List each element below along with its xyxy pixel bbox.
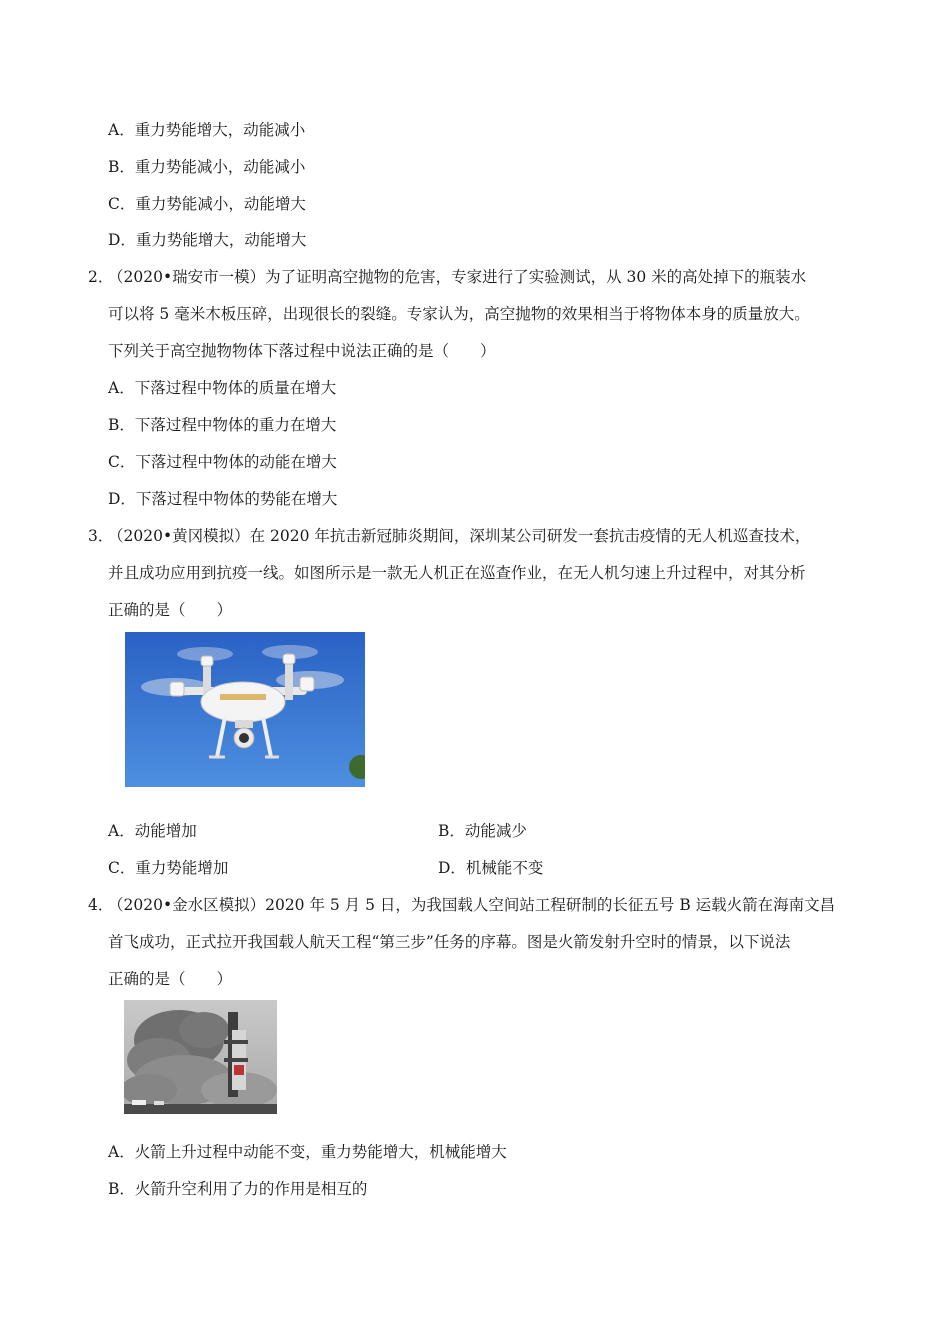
q2-option-b: B．下落过程中物体的重力在增大 [108, 416, 337, 434]
q2-option-d: D．下落过程中物体的势能在增大 [108, 490, 338, 508]
q3-option-a: A．动能增加 [108, 822, 197, 840]
rocket-launch-photo [124, 1000, 277, 1114]
q3-stem-line-3: 正确的是（ ） [108, 601, 233, 619]
q4-option-a: A．火箭上升过程中动能不变，重力势能增大，机械能增大 [108, 1143, 507, 1161]
q1-option-c: C．重力势能减小，动能增大 [108, 195, 306, 213]
q3-option-c: C．重力势能增加 [108, 859, 229, 877]
q2-option-a: A．下落过程中物体的质量在增大 [108, 379, 337, 397]
q4-option-b: B．火箭升空利用了力的作用是相互的 [108, 1180, 368, 1198]
q3-number: 3． [88, 527, 114, 545]
q1-option-b: B．重力势能减小，动能减小 [108, 158, 306, 176]
q3-stem-line-1: （2020•黄冈模拟）在 2020 年抗击新冠肺炎期间，深圳某公司研发一套抗击疫情的无人机巡查技术， [108, 527, 811, 545]
q1-option-a: A．重力势能增大，动能减小 [108, 121, 306, 139]
drone-photo [125, 632, 365, 787]
q2-option-c: C．下落过程中物体的动能在增大 [108, 453, 337, 471]
q3-stem-line-2: 并且成功应用到抗疫一线。如图所示是一款无人机正在巡查作业，在无人机匀速上升过程中，对其分析 [108, 564, 806, 582]
q4-stem-line-2: 首飞成功，正式拉开我国载人航天工程“第三步”任务的序幕。图是火箭发射升空时的情景，以下说法 [108, 933, 791, 951]
q1-option-d: D．重力势能增大，动能增大 [108, 231, 307, 249]
q4-stem-line-1: （2020•金水区模拟）2020 年 5 月 5 日，为我国载人空间站工程研制的长征五号 B 运载火箭在海南文昌 [108, 896, 836, 914]
q3-option-b: B．动能减少 [438, 822, 527, 840]
q3-option-d: D．机械能不变 [438, 859, 544, 877]
q4-stem-line-3: 正确的是（ ） [108, 970, 233, 988]
q2-stem-line-3: 下列关于高空抛物物体下落过程中说法正确的是（ ） [108, 342, 496, 360]
q2-stem-line-1: （2020•瑞安市一模）为了证明高空抛物的危害，专家进行了实验测试，从 30 米的高处掉下的瓶装水 [108, 268, 807, 286]
q2-stem-line-2: 可以将 5 毫米木板压碎，出现很长的裂缝。专家认为，高空抛物的效果相当于将物体本身的质量放大。 [108, 305, 810, 323]
q4-number: 4． [88, 896, 114, 914]
q2-number: 2． [88, 268, 114, 286]
